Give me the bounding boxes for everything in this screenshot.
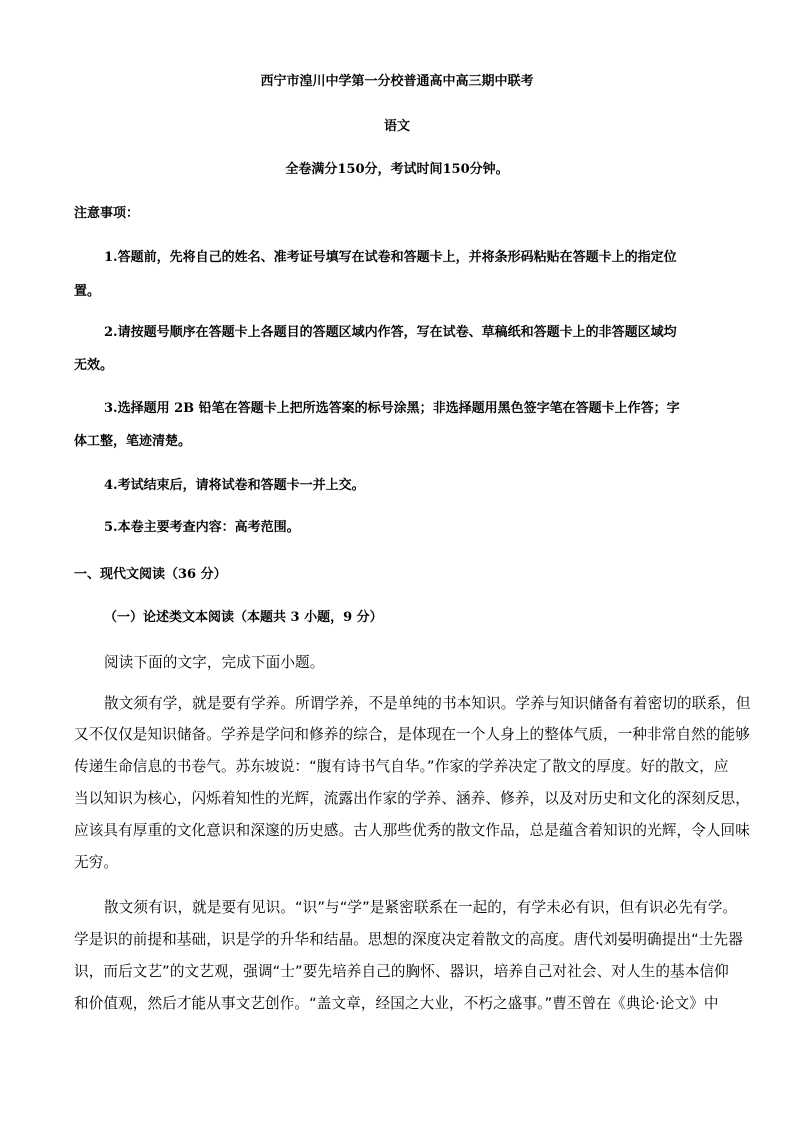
exam-title: 西宁市湟川中学第一分校普通高中高三期中联考	[260, 74, 534, 89]
section-subheading: （一）论述类文本阅读（本题共 3 小题，9 分）	[104, 610, 383, 625]
paragraph-2-line-1: 散文须有识，就是要有见识。“识”与“学”是紧密联系在一起的，有学未必有识，但有识必先有学。	[104, 899, 738, 916]
notice-item-1-line-2: 置。	[74, 284, 101, 299]
notice-item-5: 5.本卷主要考查内容：高考范围。	[104, 520, 300, 535]
notice-item-1-line-1: 1.答题前，先将自己的姓名、准考证号填写在试卷和答题卡上，并将条形码粘贴在答题卡上的指定位	[104, 250, 677, 265]
paragraph-1-line-5: 应该具有厚重的文化意识和深邃的历史感。古人那些优秀的散文作品，总是蕴含着知识的光辉，令人回味	[74, 822, 750, 839]
exam-subject: 语文	[383, 119, 410, 134]
paragraph-1-line-2: 又不仅仅是知识储备。学养是学问和修养的综合，是体现在一个人身上的整体气质，一种非常自然的能够	[74, 726, 750, 743]
paragraph-1-line-1: 散文须有学，就是要有学养。所谓学养，不是单纯的书本知识。学养与知识储备有着密切的联系，但	[104, 695, 751, 712]
paragraph-1-line-6: 无穷。	[74, 854, 119, 871]
paragraph-2-line-2: 学是识的前提和基础，识是学的升华和结晶。思想的深度决定着散文的高度。唐代刘晏明确提出“士先器	[74, 931, 743, 948]
paragraph-1-line-3: 传递生命信息的书卷气。苏东坡说：“腹有诗书气自华。”作家的学养决定了散文的厚度。好的散文，应	[74, 758, 729, 775]
notice-item-4: 4.考试结束后，请将试卷和答题卡一并上交。	[104, 478, 365, 493]
paragraph-2-line-4: 和价值观，然后才能从事文艺创作。“盖文章，经国之大业，不朽之盛事。”曹丕曾在《典论·论文》中	[74, 995, 719, 1012]
section-heading: 一、现代文阅读（36 分）	[74, 567, 227, 582]
paragraph-2-line-3: 识，而后文艺”的文艺观，强调“士”要先培养自己的胸怀、器识，培养自己对社会、对人生的基本信仰	[74, 963, 729, 980]
notice-item-3-line-2: 体工整，笔迹清楚。	[74, 434, 192, 449]
paragraph-1-line-4: 当以知识为核心，闪烁着知性的光辉，流露出作家的学养、涵养、修养，以及对历史和文化的深刻反思，	[74, 790, 750, 807]
notice-heading: 注意事项：	[74, 206, 140, 221]
exam-score-info: 全卷满分150分，考试时间150分钟。	[285, 162, 509, 177]
reading-instruction: 阅读下面的文字，完成下面小题。	[104, 654, 325, 671]
notice-item-2-line-1: 2.请按题号顺序在答题卡上各题目的答题区域内作答，写在试卷、草稿纸和答题卡上的非答题区域均	[104, 325, 677, 340]
notice-item-2-line-2: 无效。	[74, 358, 114, 373]
notice-item-3-line-1: 3.选择题用 2B 铅笔在答题卡上把所选答案的标号涂黑；非选择题用黑色签字笔在答题卡上作答；字	[104, 401, 680, 416]
